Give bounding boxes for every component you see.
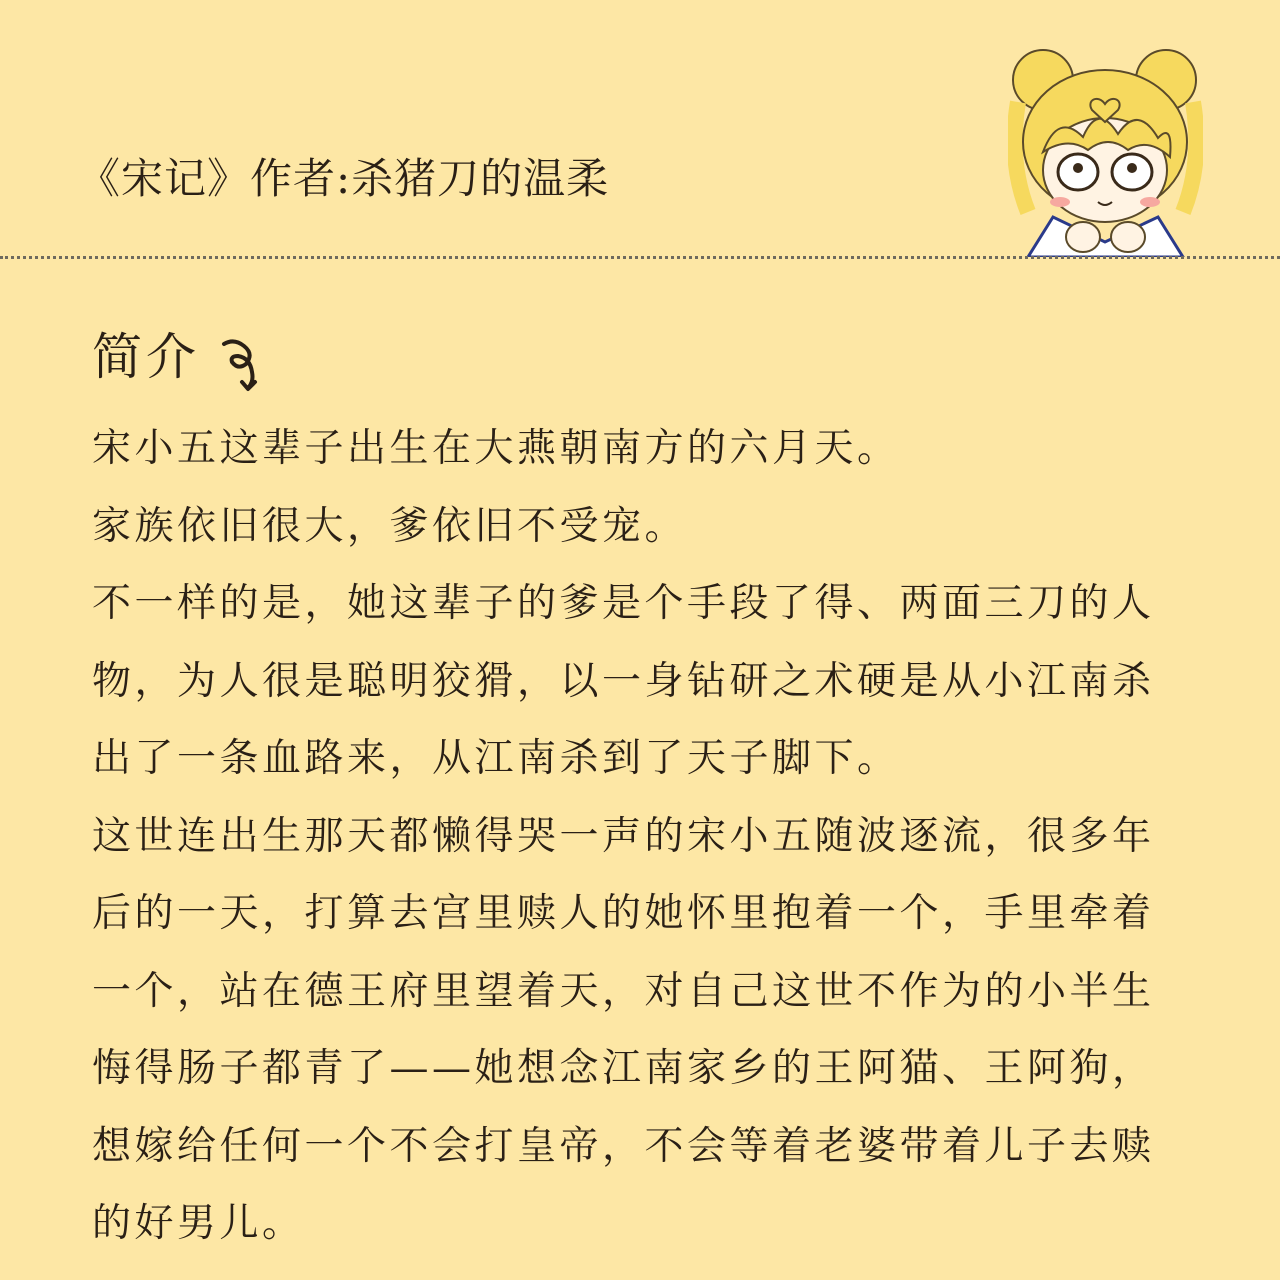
synopsis-paragraph: 这世连出生那天都懒得哭一声的宋小五随波逐流，很多年后的一天，打算去宫里赎人的她怀里抱着一个，手里牵着一个，站在德王府里望着天，对自己这世不作为的小半生悔得肠子都青了——她想念江南家乡的王阿猫、王阿狗，想嫁给任何一个不会打皇帝，不会等着老婆带着儿子去赎的好男儿。 [92,813,1155,1246]
synopsis-paragraph: 家族依旧很大，爹依旧不受宠。 [92,503,688,549]
synopsis-heading-label: 简介 [92,328,200,386]
book-title: 《宋记》作者:杀猪刀的温柔 [78,154,610,203]
dotted-divider [0,256,1280,259]
synopsis-heading [92,314,270,392]
chibi-girl-cheering-icon [1008,42,1203,257]
curly-arrow-down-icon [220,332,270,392]
synopsis-body [92,410,1192,1263]
synopsis-paragraph: 宋小五这辈子出生在大燕朝南方的六月天。 [92,426,900,471]
synopsis-paragraph: 不一样的是，她这辈子的爹是个手段了得、两面三刀的人物，为人很是聪明狡猾，以一身钻研之术硬是从小江南杀出了一条血路来，从江南杀到了天子脚下。 [92,581,1155,781]
